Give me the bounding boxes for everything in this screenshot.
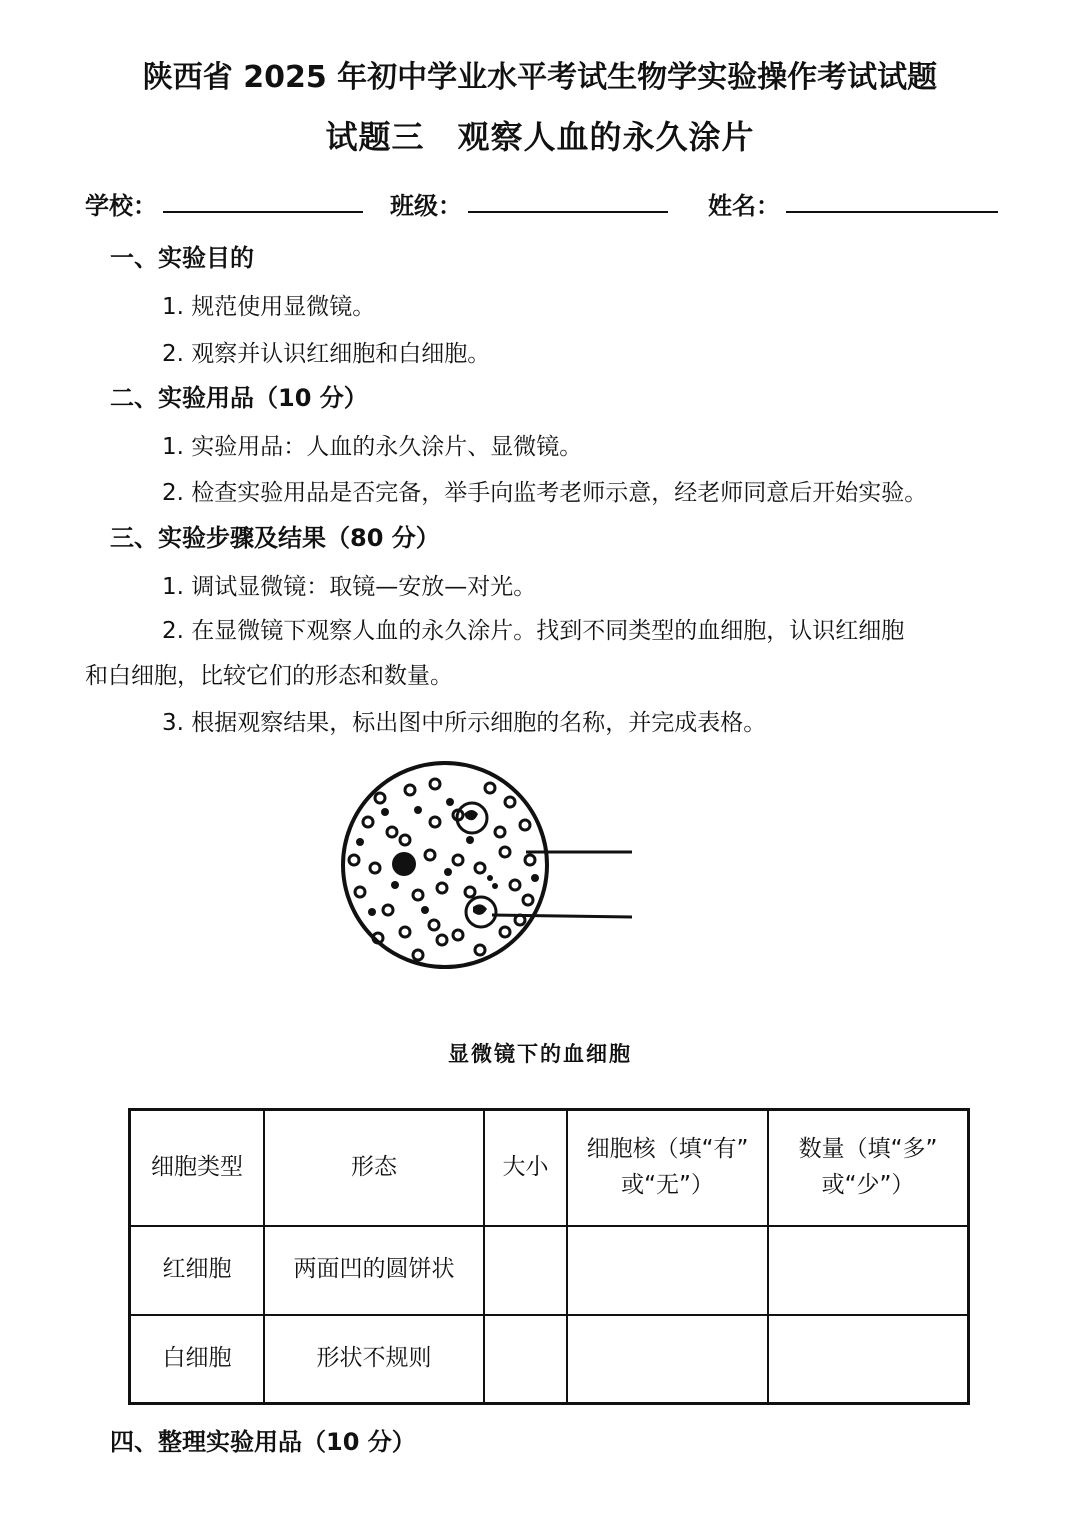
section3-heading: 三、实验步骤及结果（80 分） xyxy=(110,524,440,552)
cell-count-input[interactable] xyxy=(768,1226,969,1315)
cell-nucleus-input[interactable] xyxy=(567,1315,768,1404)
section2-item: 1. 实验用品：人血的永久涂片、显微镜。 xyxy=(162,434,583,460)
class-input-line[interactable] xyxy=(468,211,668,213)
dark-stained-cell xyxy=(392,852,416,876)
table-row xyxy=(130,1315,969,1404)
name-label: 姓名： xyxy=(708,192,780,220)
name-input-line[interactable] xyxy=(786,211,998,213)
cell-count-input[interactable] xyxy=(768,1315,969,1404)
cell-type: 白细胞 xyxy=(130,1315,265,1404)
cell-type: 红细胞 xyxy=(130,1226,265,1315)
school-label: 学校： xyxy=(85,192,157,220)
class-label: 班级： xyxy=(390,192,462,220)
section1-item: 2. 观察并认识红细胞和白细胞。 xyxy=(162,341,491,367)
exam-sub-title: 试题三 观察人血的永久涂片 xyxy=(325,118,755,156)
header-nucleus-line1: 细胞核（填“有” xyxy=(586,1136,749,1163)
section1-item: 1. 规范使用显微镜。 xyxy=(162,294,376,320)
cell-shape: 形状不规则 xyxy=(264,1315,484,1404)
header-cell-count xyxy=(768,1110,969,1226)
cell-size-input[interactable] xyxy=(484,1226,567,1315)
table-header-row xyxy=(130,1110,969,1226)
header-count-line2: 或“少”） xyxy=(821,1171,915,1198)
header-cell-nucleus xyxy=(567,1110,768,1226)
result-table xyxy=(128,1108,970,1405)
section2-heading: 二、实验用品（10 分） xyxy=(110,384,368,412)
section3-item: 3. 根据观察结果，标出图中所示细胞的名称，并完成表格。 xyxy=(162,710,767,736)
section2-item: 2. 检查实验用品是否完备，举手向监考老师示意，经老师同意后开始实验。 xyxy=(162,480,928,506)
table-row xyxy=(130,1226,969,1315)
section3-item: 1. 调试显微镜：取镜—安放—对光。 xyxy=(162,574,537,600)
header-cell-size: 大小 xyxy=(484,1110,567,1226)
blood-cell-microscope-figure xyxy=(330,760,640,980)
section3-item: 2. 在显微镜下观察人血的永久涂片。找到不同类型的血细胞，认识红细胞 xyxy=(162,618,905,644)
figure-caption: 显微镜下的血细胞 xyxy=(448,1041,632,1066)
section1-heading: 一、实验目的 xyxy=(110,244,254,272)
exam-main-title: 陕西省 2025 年初中学业水平考试生物学实验操作考试试题 xyxy=(142,60,938,95)
header-nucleus-line2: 或“无”） xyxy=(621,1171,714,1198)
section3-item-continued: 和白细胞，比较它们的形态和数量。 xyxy=(85,663,453,689)
header-count-line1: 数量（填“多” xyxy=(798,1136,938,1163)
label-pointer-line-lower xyxy=(492,915,632,917)
header-cell-shape: 形态 xyxy=(264,1110,484,1226)
header-cell-type: 细胞类型 xyxy=(130,1110,265,1226)
school-input-line[interactable] xyxy=(163,211,363,213)
cell-size-input[interactable] xyxy=(484,1315,567,1404)
cell-shape: 两面凹的圆饼状 xyxy=(264,1226,484,1315)
section4-heading: 四、整理实验用品（10 分） xyxy=(110,1428,416,1456)
cell-nucleus-input[interactable] xyxy=(567,1226,768,1315)
